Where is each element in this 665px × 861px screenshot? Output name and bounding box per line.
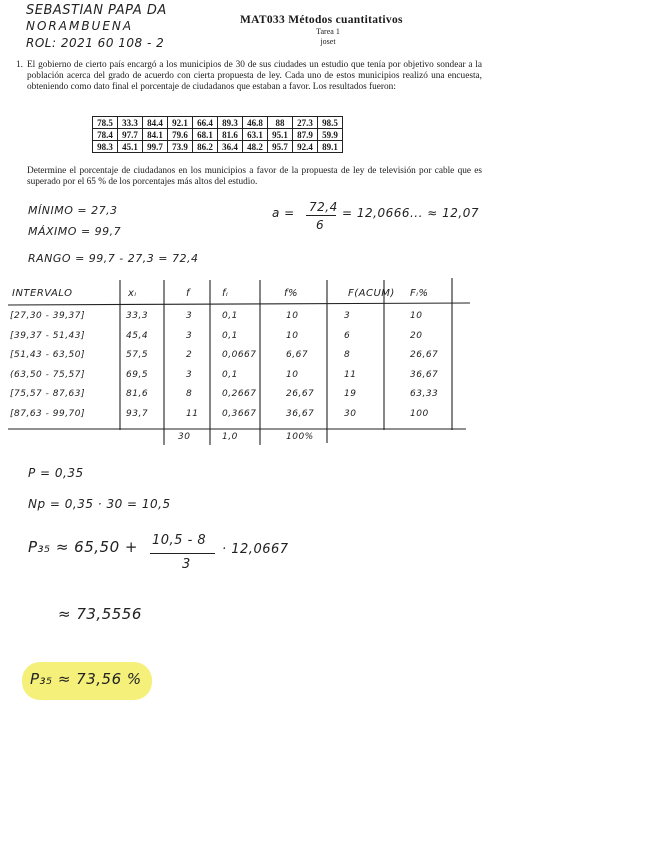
- data-table-cell: 79.6: [168, 129, 193, 141]
- freq-table-cell: 6,67: [286, 350, 309, 360]
- p-value: P = 0,35: [28, 466, 84, 480]
- problem-number: 1.: [16, 60, 23, 70]
- freq-table-cell: 11: [186, 408, 199, 419]
- freq-table-cell: 6: [344, 330, 351, 341]
- freq-header-cell: INTERVALO: [12, 288, 73, 299]
- data-table-cell: 78.4: [93, 129, 118, 141]
- freq-table-cell: 8: [344, 350, 351, 360]
- data-table-cell: 99.7: [143, 141, 168, 153]
- freq-table-cell: [87,63 - 99,70]: [10, 408, 86, 419]
- p35-fraction-bar: [150, 553, 215, 554]
- p35-den: 3: [182, 557, 191, 572]
- data-table-cell: 78.5: [93, 117, 118, 129]
- freq-header-cell: f: [186, 288, 191, 299]
- freq-table-cell: (63,50 - 75,57]: [10, 369, 86, 380]
- freq-table-cell: 36,67: [410, 369, 439, 380]
- data-table-cell: 98.3: [93, 141, 118, 153]
- data-table-cell: 95.1: [268, 129, 293, 141]
- freq-table-cell: 30: [344, 408, 357, 419]
- data-table-cell: 86.2: [193, 141, 218, 153]
- data-table-cell: 45.1: [118, 141, 143, 153]
- final-answer: P₃₅ ≈ 73,56 %: [30, 670, 142, 688]
- data-table-cell: 36.4: [218, 141, 243, 153]
- freq-table-cell: 93,7: [126, 408, 149, 419]
- data-table-cell: 88: [268, 117, 293, 129]
- p35-approx: ≈ 73,5556: [58, 605, 142, 623]
- data-table-cell: 66.4: [193, 117, 218, 129]
- freq-header-cell: Fᵢ%: [410, 288, 429, 299]
- freq-table-cell: 36,67: [286, 408, 315, 419]
- amp-lhs: a =: [272, 206, 295, 220]
- student-surname: NORAMBUENA: [26, 19, 134, 33]
- student-rol: ROL: 2021 60 108 - 2: [26, 36, 165, 50]
- freq-header-cell: fᵢ: [222, 288, 229, 299]
- freq-header-cell: F(ACUM): [348, 288, 395, 299]
- freq-table-cell: 19: [344, 389, 357, 399]
- data-table-cell: 84.4: [143, 117, 168, 129]
- amp-rhs: = 12,0666... ≈ 12,07: [342, 206, 479, 220]
- freq-table-cell: 26,67: [410, 350, 439, 360]
- freq-table-cell: 81,6: [126, 389, 149, 399]
- p35-num: 10,5 - 8: [152, 533, 207, 548]
- data-table-cell: 46.8: [243, 117, 268, 129]
- freq-header-cell: f%: [284, 288, 299, 299]
- freq-table-cell: 0,1: [222, 311, 238, 321]
- data-table-cell: 68.1: [193, 129, 218, 141]
- data-table-cell: 89.3: [218, 117, 243, 129]
- p35-rhs: · 12,0667: [222, 542, 289, 557]
- freq-table-cell: 2: [186, 350, 193, 360]
- freq-table-cell: 3: [344, 311, 351, 321]
- data-table-cell: 84.1: [143, 129, 168, 141]
- freq-table-cell: 57,5: [126, 350, 149, 360]
- student-name: SEBASTIAN PAPA DA: [26, 3, 167, 18]
- maximo: MÁXIMO = 99,7: [28, 225, 122, 238]
- data-table-cell: 98.5: [318, 117, 343, 129]
- data-table-cell: 33.3: [118, 117, 143, 129]
- freq-table-cell: 10: [286, 330, 299, 341]
- freq-table-cell: 10: [410, 311, 423, 321]
- rango: RANGO = 99,7 - 27,3 = 72,4: [28, 252, 199, 265]
- freq-table-cell: [39,37 - 51,43]: [10, 330, 86, 341]
- freq-table-cell: 100: [410, 408, 429, 419]
- freq-table-cell: [51,43 - 63,50]: [10, 350, 86, 360]
- p35-lhs: P₃₅ ≈ 65,50 +: [28, 538, 138, 556]
- freq-table-cell: [75,57 - 87,63]: [10, 389, 86, 399]
- freq-table-cell: 0,1: [222, 330, 238, 341]
- freq-table-cell: 20: [410, 330, 423, 341]
- problem-intro: El gobierno de cierto país encargó a los municipios de 30 de sus ciudades un estudio que tenía por objetivo sondear a la población acerca del grado de acuerdo con cierta propuesta de ley. Cada uno de estos municipios realizó una encuesta, obteniendo como dato final el porcentaje de ciudadanos que estaban a favor. Los resultados fueron:: [27, 60, 482, 92]
- data-table-cell: 73.9: [168, 141, 193, 153]
- minimo: MÍNIMO = 27,3: [28, 204, 118, 217]
- np-value: Np = 0,35 · 30 = 10,5: [28, 497, 171, 511]
- data-table-cell: 95.7: [268, 141, 293, 153]
- data-table-cell: 63.1: [243, 129, 268, 141]
- data-table-cell: 89.1: [318, 141, 343, 153]
- freq-table-cell: 11: [344, 369, 357, 380]
- assignment-label: Tarea 1: [316, 27, 340, 36]
- freq-table-cell: 0,1: [222, 369, 238, 380]
- data-table-cell: 59.9: [318, 129, 343, 141]
- freq-total-cell: 100%: [286, 432, 314, 442]
- amp-num: 72,4: [309, 200, 338, 214]
- freq-table-cell: 0,0667: [222, 350, 257, 360]
- freq-table-cell: 33,3: [126, 311, 149, 321]
- data-table-cell: 81.6: [218, 129, 243, 141]
- freq-table-cell: 0,3667: [222, 408, 257, 419]
- freq-table-cell: 8: [186, 389, 193, 399]
- freq-table-cell: 45,4: [126, 330, 149, 341]
- data-table-cell: 92.1: [168, 117, 193, 129]
- amp-den: 6: [316, 218, 325, 232]
- freq-table-cell: 10: [286, 311, 299, 321]
- freq-table-cell: 69,5: [126, 369, 149, 380]
- freq-table-cell: 0,2667: [222, 389, 257, 399]
- data-table-cell: 92.4: [293, 141, 318, 153]
- data-table-cell: 27.3: [293, 117, 318, 129]
- data-table-cell: 48.2: [243, 141, 268, 153]
- freq-table-cell: 3: [186, 369, 193, 380]
- freq-header-cell: xᵢ: [128, 288, 137, 299]
- freq-table-cell: 3: [186, 311, 193, 321]
- author-label: joset: [320, 37, 336, 46]
- course-title: MAT033 Métodos cuantitativos: [240, 14, 403, 26]
- freq-table-cell: 26,67: [286, 389, 315, 399]
- freq-table-cell: 3: [186, 330, 193, 341]
- problem-question: Determine el porcentaje de ciudadanos en los municipios a favor de la propuesta de ley de televisión por cable que es superado por el 65 % de los porcentajes más altos del estudio.: [27, 166, 482, 187]
- freq-total-cell: 1,0: [222, 432, 238, 442]
- freq-table-cell: [27,30 - 39,37]: [10, 311, 86, 321]
- freq-table-cell: 63,33: [410, 389, 439, 399]
- data-table-cell: 97.7: [118, 129, 143, 141]
- freq-table-cell: 10: [286, 369, 299, 380]
- data-table-cell: 87.9: [293, 129, 318, 141]
- freq-total-cell: 30: [178, 432, 191, 442]
